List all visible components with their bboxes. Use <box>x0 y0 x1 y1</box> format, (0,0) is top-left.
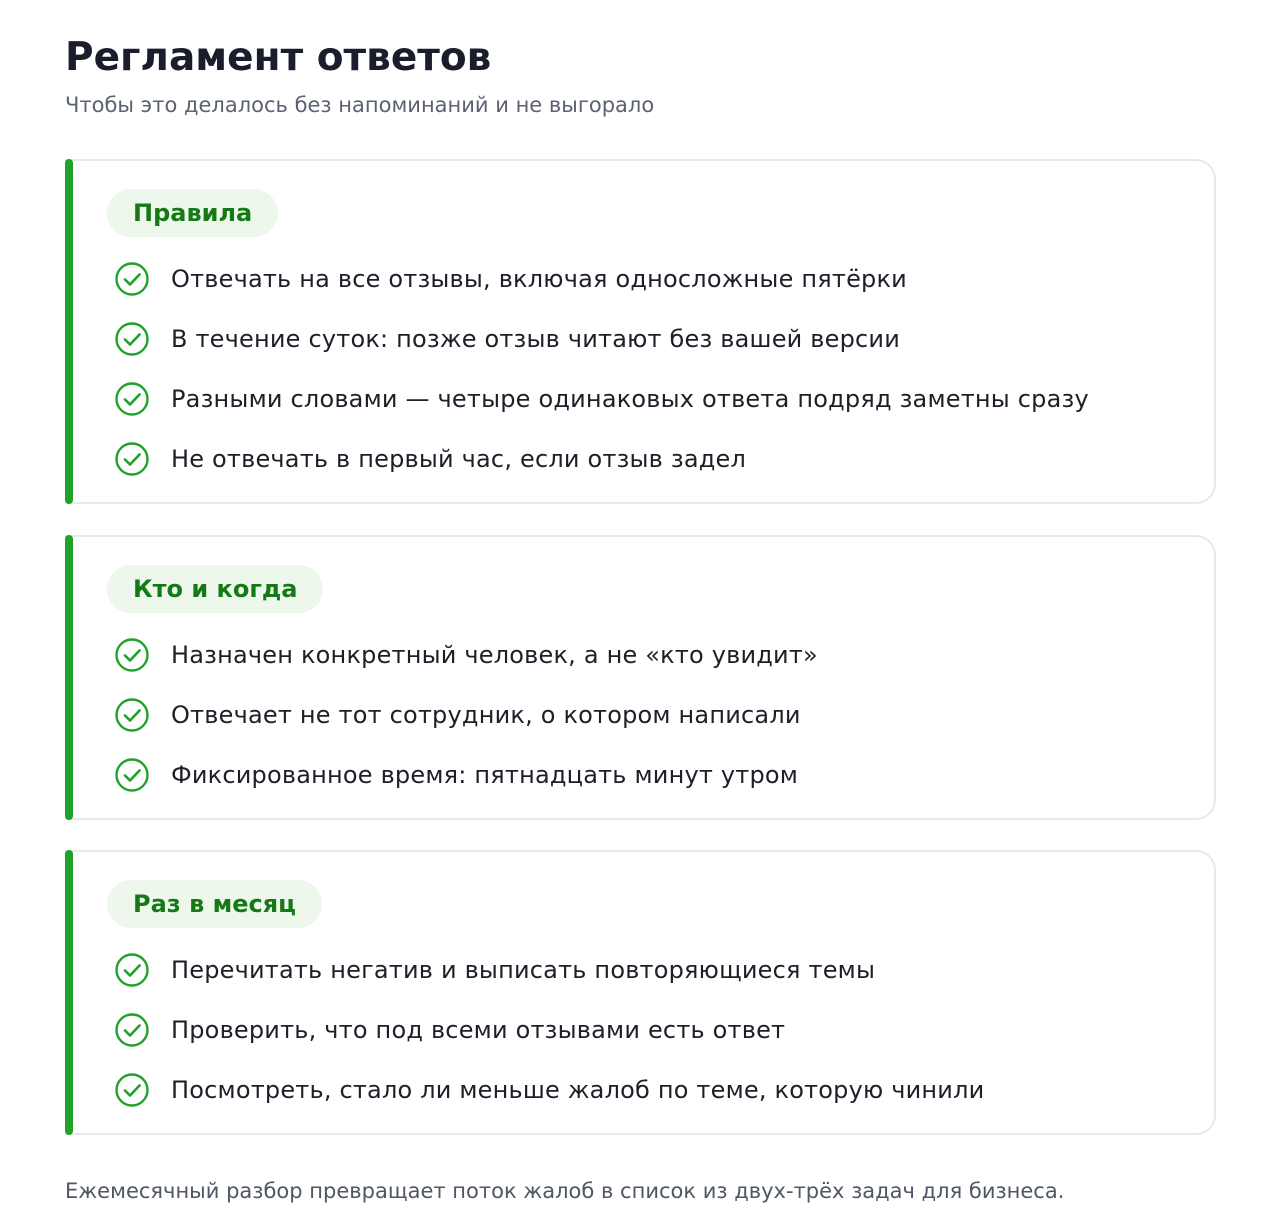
check-circle-icon <box>115 953 149 987</box>
check-circle-icon <box>115 1073 149 1107</box>
section-label: Правила <box>107 189 278 237</box>
checklist-item <box>115 685 818 745</box>
checklist-item <box>115 625 818 685</box>
checklist-item <box>115 1000 984 1060</box>
checklist-item-text: В течение суток: позже отзыв читают без вашей версии <box>171 325 901 353</box>
checklist-item <box>115 1060 984 1120</box>
checklist-item-text: Фиксированное время: пятнадцать минут утром <box>171 761 799 789</box>
check-circle-icon <box>115 1013 149 1047</box>
checklist-item <box>115 429 1089 489</box>
checklist <box>115 940 984 1120</box>
section-label: Кто и когда <box>107 565 323 613</box>
checklist <box>115 249 1089 489</box>
checklist-item <box>115 745 818 805</box>
checklist <box>115 625 818 805</box>
check-circle-icon <box>115 262 149 296</box>
checklist-item-text: Не отвечать в первый час, если отзыв задел <box>171 445 747 473</box>
footer-note: Ежемесячный разбор превращает поток жалоб в список из двух-трёх задач для бизнеса. <box>65 1179 1065 1203</box>
checklist-item-text: Отвечать на все отзывы, включая односложные пятёрки <box>171 265 907 293</box>
checklist-item-text: Перечитать негатив и выписать повторяющиеся темы <box>171 956 876 984</box>
section-label: Раз в месяц <box>107 880 322 928</box>
check-circle-icon <box>115 382 149 416</box>
check-circle-icon <box>115 442 149 476</box>
page-subtitle: Чтобы это делалось без напоминаний и не выгорало <box>65 93 655 117</box>
checklist-item-text: Посмотреть, стало ли меньше жалоб по теме, которую чинили <box>171 1076 985 1104</box>
checklist-item-text: Назначен конкретный человек, а не «кто увидит» <box>171 641 818 669</box>
section-card-who-when <box>65 535 1216 820</box>
check-circle-icon <box>115 758 149 792</box>
check-circle-icon <box>115 638 149 672</box>
checklist-item-text: Отвечает не тот сотрудник, о котором написали <box>171 701 801 729</box>
section-card-rules <box>65 159 1216 504</box>
check-circle-icon <box>115 698 149 732</box>
checklist-item-text: Разными словами — четыре одинаковых ответа подряд заметны сразу <box>171 385 1089 413</box>
page-title: Регламент ответов <box>65 35 492 80</box>
checklist-item <box>115 369 1089 429</box>
checklist-item <box>115 249 1089 309</box>
checklist-item <box>115 309 1089 369</box>
checklist-item-text: Проверить, что под всеми отзывами есть ответ <box>171 1016 786 1044</box>
check-circle-icon <box>115 322 149 356</box>
checklist-item <box>115 940 984 1000</box>
section-card-monthly <box>65 850 1216 1135</box>
